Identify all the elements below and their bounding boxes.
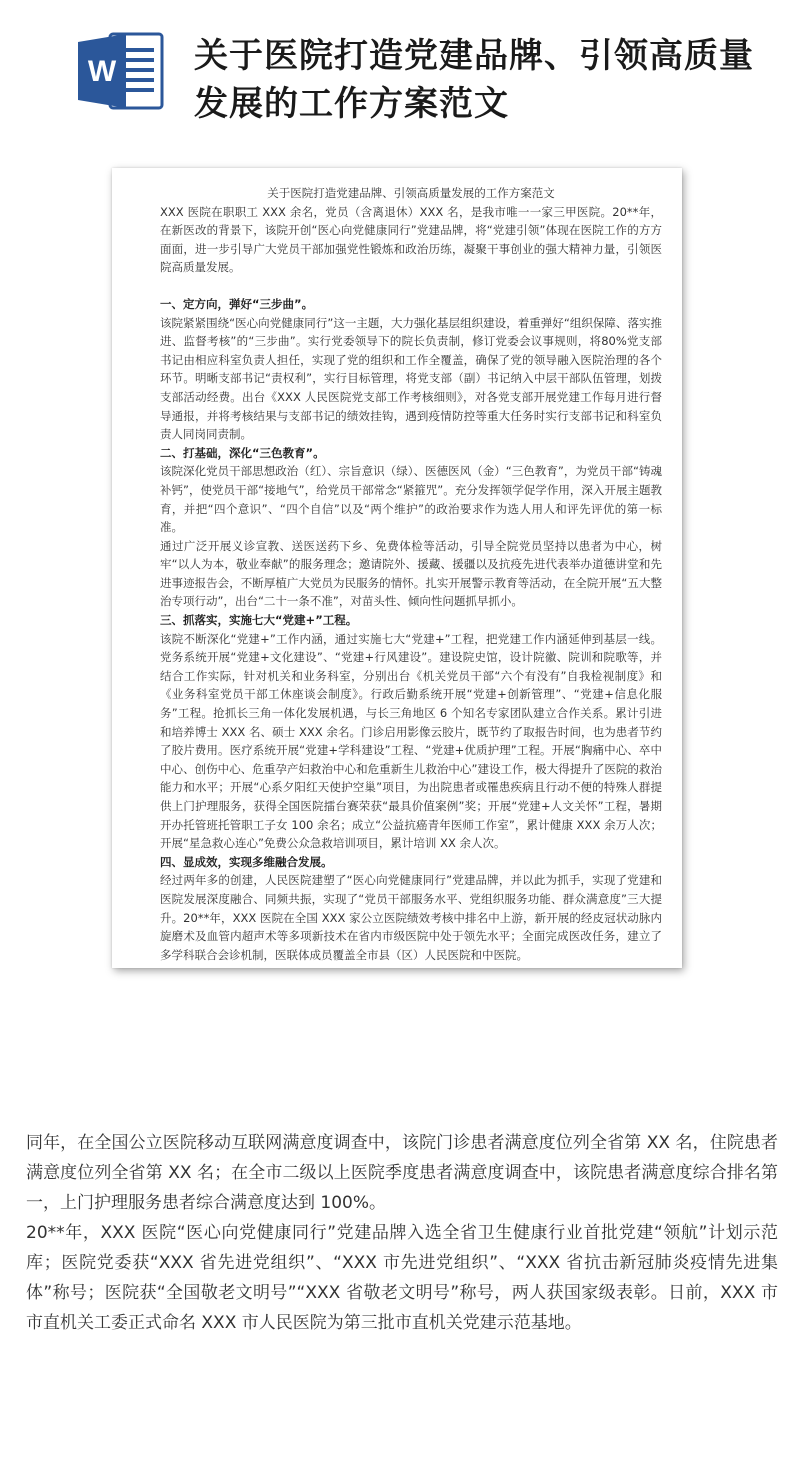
doc-title: 关于医院打造党建品牌、引领高质量发展的工作方案范文 (267, 186, 555, 200)
section-paragraph: 通过广泛开展义诊宣教、送医送药下乡、免费体检等活动，引导全院党员坚持以患者为中心，树牢“以人为本，敬业奉献”的服务理念；邀请院外、援藏、援疆以及抗疫先进代表举办道德讲堂和先进事迹报告会，不断厚植广大党员为民服务的情怀。扎实开展警示教育等活动，在全院开展“五大整治专项行动”，出台“二十一条不准”，对苗头性、倾向性问题抓早抓小。 (160, 538, 662, 609)
continuation-text (26, 1128, 778, 1338)
doc-intro: XXX 医院在职职工 XXX 余名，党员（含离退休）XXX 名，是我市唯一一家三甲医院。20**年，在新医改的背景下，该院开创“医心向党健康同行”党建品牌，将“党建引领”体现在医院工作的方方面面，进一步引导广大党员干部加强党性锻炼和政治历练，凝聚干事创业的强大精神力量，引领医院高质量发展。 (160, 204, 662, 275)
section-paragraph: 该院不断深化“党建+”工作内涵，通过实施七大“党建+”工程，把党建工作内涵延伸到基层一线。党务系统开展“党建+文化建设”、“党建+行风建设”。建设院史馆，设计院徽、院训和院歌等，并结合工作实际，针对机关和业务科室，分别出台《机关党员干部“六个有没有”自我检视制度》和《业务科室党员干部工休座谈会制度》。行政后勤系统开展“党建+创新管理”、“党建+信息化服务”工程。抢抓长三角一体化发展机遇，与长三角地区 6 个知名专家团队建立合作关系。累计引进和培养博士 XXX 名、硕士 XXX 余名。门诊启用影像云胶片，既节约了取报告时间，也为患者节约了胶片费用。医疗系统开展“党建+学科建设”工程、“党建+优质护理”工程。开展“胸痛中心、卒中中心、创伤中心、危重孕产妇救治中心和危重新生儿救治中心”建设工作，极大得提升了医院的救治能力和水平；开展“心系夕阳红天使护空巢”项目，为出院患者或罹患疾病且行动不便的特殊人群提供上门护理服务，获得全国医院擂台赛荣获“最具价值案例”奖；开展“党建+人文关怀”工程，暑期开办托管班托管职工子女 100 余名；成立“公益抗癌青年医师工作室”，累计健康 XXX 余万人次；开展“星急救心连心”免费公众急救培训项目，累计培训 XX 余人次。 (160, 631, 662, 851)
section-heading: 二、打基础，深化“三色教育”。 (160, 445, 325, 460)
svg-text:W: W (87, 55, 117, 88)
section-heading: 三、抓落实，实施七大“党建+”工程。 (160, 613, 358, 628)
section-heading: 四、显成效，实现多维融合发展。 (160, 854, 333, 869)
continuation-paragraph: 20**年，XXX 医院“医心向党健康同行”党建品牌入选全省卫生健康行业首批党建“领航”计划示范库；医院党委获“XXX 省先进党组织”、“XXX 市先进党组织”、“XXX 省抗击新冠肺炎疫情先进集体”称号；医院获“全国敬老文明号”“XXX 省敬老文明号”称号，两人获国家级表彰。日前，XXX 市市直机关工委正式命名 XXX 市人民医院为第三批市直机关党建示范基地。 (26, 1223, 778, 1333)
continuation-paragraph: 同年，在全国公立医院移动互联网满意度调查中，该院门诊患者满意度位列全省第 XX 名，住院患者满意度位列全省第 XX 名；在全市二级以上医院季度患者满意度调查中，该院患者满意度综合排名第一，上门护理服务患者综合满意度达到 100%。 (26, 1133, 778, 1213)
document-page (112, 168, 682, 968)
section-paragraph: 该院深化党员干部思想政治（红）、宗旨意识（绿）、医德医风（金）“三色教育”，为党员干部“铸魂补钙”，使党员干部“接地气”，给党员干部常念“紧箍咒”。充分发挥领学促学作用，深入开展主题教育，并把“四个意识”、“四个自信”以及“两个维护”的政治要求作为选人用人和评先评优的第一标准。 (160, 464, 662, 535)
section-paragraph: 该院紧紧围绕“医心向党健康同行”这一主题，大力强化基层组织建设，着重弹好“组织保障、落实推进、监督考核”的“三步曲”。实行党委领导下的院长负责制，修订党委会议事规则，将80%党支部书记由相应科室负责人担任，实现了党的组织和工作全覆盖，确保了党的领导融入医院治理的各个环节。明晰支部书记“责权利”，实行目标管理，将党支部（副）书记纳入中层干部队伍管理，划拨支部活动经费。出台《XXX 人民医院党支部工作考核细则》，对各党支部开展党建工作每月进行督导通报，并将考核结果与支部书记的绩效挂钩，遇到疫情防控等重大任务时实行支部书记和科室负责人同岗同责制。 (160, 315, 662, 442)
page-header (0, 0, 800, 140)
word-icon (76, 30, 166, 112)
section-heading: 一、定方向，弹好“三步曲”。 (160, 296, 314, 311)
section-paragraph: 经过两年多的创建，人民医院建塑了“医心向党健康同行”党建品牌，并以此为抓手，实现了党建和医院发展深度融合、同频共振，实现了“党员干部服务水平、党组织服务功能、群众满意度”三大提升。20**年，XXX 医院在全国 XXX 家公立医院绩效考核中排名中上游，新开展的经皮冠状动脉内旋磨术及血管内超声术等多项新技术在省内市级医院中处于领先水平；全面完成医改任务，建立了多学科联合会诊机制，医联体成员覆盖全市县（区）人民医院和中医院。 (160, 873, 662, 962)
page-title: 关于医院打造党建品牌、引领高质量发展的工作方案范文 (194, 36, 754, 124)
